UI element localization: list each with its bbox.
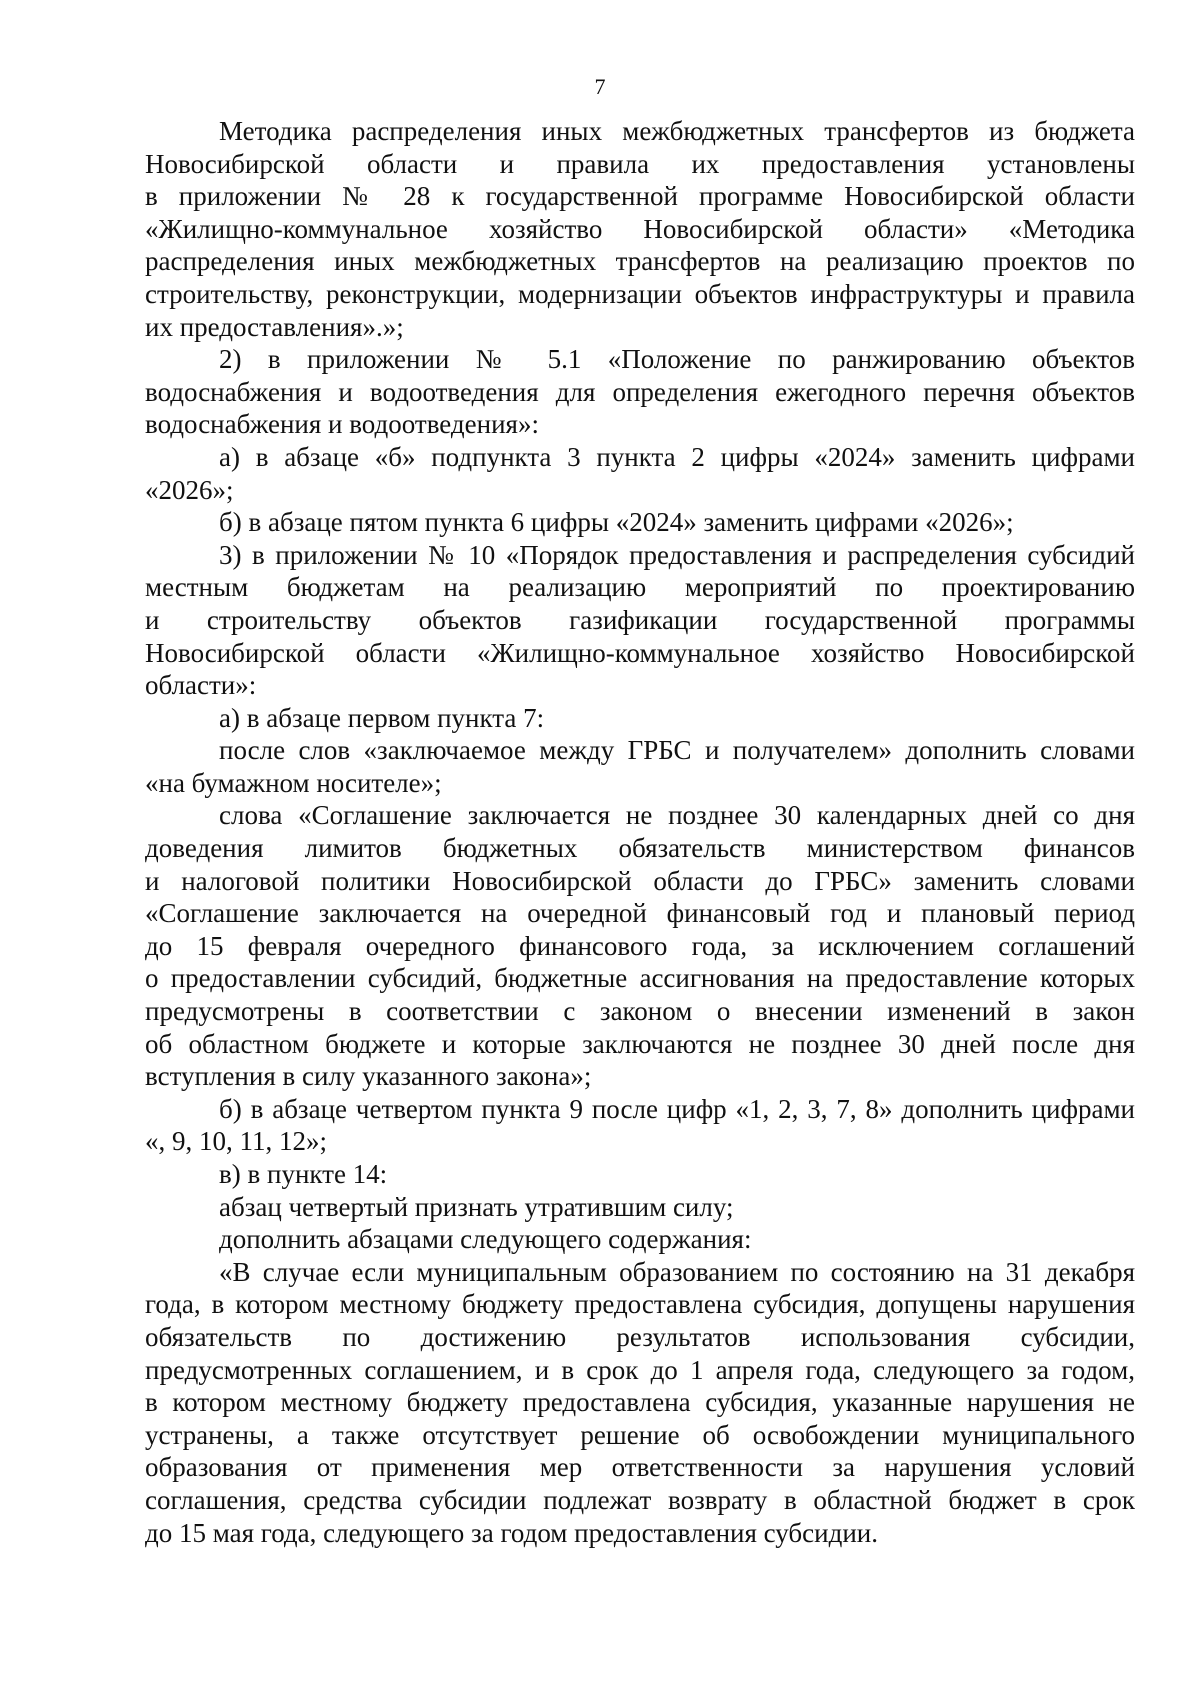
paragraph-line: Методика распределения иных межбюджетных трансфертов из бюджета — [219, 116, 1135, 146]
paragraph-line: «на бумажном носителе»; — [145, 767, 442, 798]
paragraph-line: года, в котором местному бюджету предоставлена субсидия, допущены нарушения — [145, 1289, 1135, 1320]
paragraph-line: водоснабжения и водоотведения для определения ежегодного перечня объектов — [145, 376, 1135, 407]
paragraph-line: об областном бюджете и которые заключаются не позднее 30 дней после дня — [145, 1028, 1135, 1059]
paragraph-line: обязательств по достижению результатов использования субсидии, — [145, 1321, 1135, 1352]
paragraph — [145, 1191, 1135, 1224]
paragraph-line: после слов «заключаемое между ГРБС и получателем» дополнить словами — [219, 735, 1135, 766]
paragraph-line: до 15 февраля очередного финансового года, за исключением соглашений — [145, 930, 1135, 961]
paragraph — [145, 343, 1135, 441]
paragraph-line: предусмотрены в соответствии с законом о внесении изменений в закон — [145, 996, 1135, 1027]
paragraph — [145, 1158, 1135, 1191]
paragraph-line: 3) в приложении № 10 «Порядок предоставления и распределения субсидий — [219, 539, 1135, 570]
paragraph — [145, 702, 1135, 735]
paragraph-line: «Соглашение заключается на очередной финансовый год и плановый период — [145, 898, 1135, 929]
paragraph-line: водоснабжения и водоотведения»: — [145, 409, 539, 440]
paragraph-line: «В случае если муниципальным образованием по состоянию на 31 декабря — [219, 1256, 1135, 1287]
paragraph — [145, 1093, 1135, 1158]
paragraph — [145, 1223, 1135, 1256]
paragraph-line: предусмотренных соглашением, и в срок до 1 апреля года, следующего за годом, — [145, 1354, 1135, 1385]
paragraph-line: в котором местному бюджету предоставлена субсидия, указанные нарушения не — [145, 1387, 1135, 1418]
paragraph — [145, 115, 1135, 343]
paragraph-line: местным бюджетам на реализацию мероприятий по проектированию — [145, 572, 1135, 603]
paragraph-line: и налоговой политики Новосибирской области до ГРБС» заменить словами — [145, 865, 1135, 896]
paragraph-line: а) в абзаце «б» подпункта 3 пункта 2 цифры «2024» заменить цифрами — [219, 441, 1135, 472]
paragraph-line: Новосибирской области «Жилищно-коммунальное хозяйство Новосибирской — [145, 637, 1135, 668]
paragraph-line: б) в абзаце пятом пункта 6 цифры «2024» заменить цифрами «2026»; — [219, 507, 1014, 538]
paragraph — [145, 734, 1135, 799]
paragraph-line: о предоставлении субсидий, бюджетные ассигнования на предоставление которых — [145, 963, 1135, 994]
paragraph-line: 2) в приложении № 5.1 «Положение по ранжированию объектов — [219, 344, 1135, 375]
paragraph-line: б) в абзаце четвертом пункта 9 после цифр «1, 2, 3, 7, 8» дополнить цифрами — [219, 1093, 1135, 1124]
paragraph-line: до 15 мая года, следующего за годом предоставления субсидии. — [145, 1517, 878, 1548]
paragraph-line: слова «Соглашение заключается не позднее 30 календарных дней со дня — [219, 800, 1135, 831]
paragraph-line: «Жилищно-коммунальное хозяйство Новосибирской области» «Методика — [145, 213, 1135, 244]
paragraph-line: абзац четвертый признать утратившим силу; — [219, 1191, 734, 1222]
paragraph-line: образования от применения мер ответственности за нарушения условий — [145, 1452, 1135, 1483]
paragraph — [145, 799, 1135, 1092]
paragraph-line: в приложении № 28 к государственной программе Новосибирской области — [145, 181, 1135, 212]
paragraph-line: дополнить абзацами следующего содержания: — [219, 1224, 752, 1255]
paragraph-line: Новосибирской области и правила их предоставления установлены — [145, 148, 1135, 179]
paragraph-line: а) в абзаце первом пункта 7: — [219, 702, 545, 733]
paragraph — [145, 539, 1135, 702]
paragraph-line: соглашения, средства субсидии подлежат возврату в областной бюджет в срок — [145, 1484, 1135, 1515]
paragraph-line: «, 9, 10, 11, 12»; — [145, 1126, 327, 1157]
paragraph — [145, 441, 1135, 506]
paragraph — [145, 1256, 1135, 1549]
page-number: 7 — [594, 74, 606, 99]
paragraph-line: в) в пункте 14: — [219, 1159, 388, 1189]
paragraph-line: устранены, а также отсутствует решение об освобождении муниципального — [145, 1419, 1135, 1450]
paragraph-line: доведения лимитов бюджетных обязательств министерством финансов — [145, 833, 1135, 864]
paragraph-line: вступления в силу указанного закона»; — [145, 1061, 592, 1092]
document-body — [145, 115, 1135, 1549]
paragraph-line: области»: — [145, 670, 257, 701]
paragraph-line: и строительству объектов газификации государственной программы — [145, 604, 1135, 635]
paragraph-line: их предоставления».»; — [145, 311, 404, 342]
paragraph-line: строительству, реконструкции, модернизации объектов инфраструктуры и правила — [145, 278, 1135, 309]
paragraph — [145, 506, 1135, 539]
paragraph-line: распределения иных межбюджетных трансфертов на реализацию проектов по — [145, 246, 1135, 277]
paragraph-line: «2026»; — [145, 474, 234, 505]
